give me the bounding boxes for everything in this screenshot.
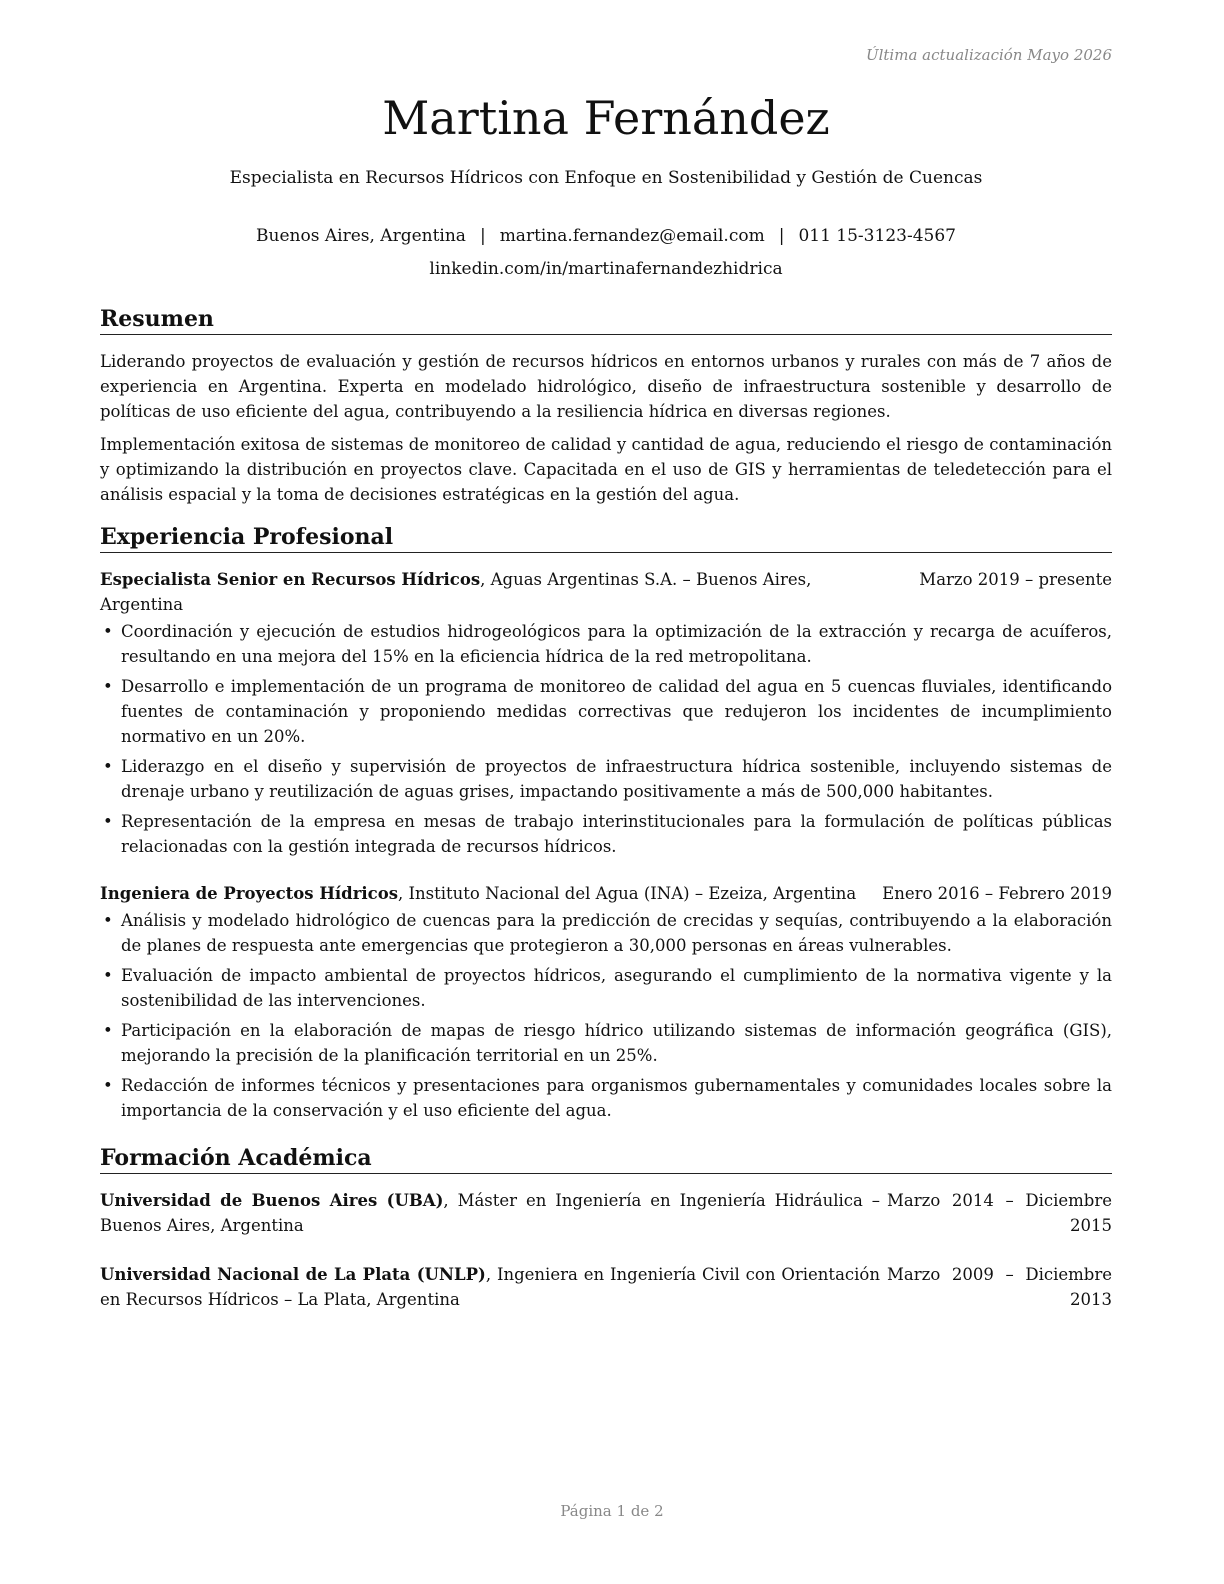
list-item: [100, 908, 1112, 958]
education-detail: [100, 1188, 880, 1238]
bullet-icon: •: [103, 677, 113, 696]
job-bullets: [100, 619, 1112, 859]
list-item: [100, 1073, 1112, 1123]
job-header: [100, 881, 1112, 906]
job-title: [100, 881, 856, 906]
contact-separator: |: [778, 226, 785, 246]
job-dates: Marzo 2019 – presente: [919, 570, 1112, 589]
bullet-icon: •: [103, 622, 113, 641]
email-link[interactable]: martina.fernandez@email.com: [499, 226, 765, 246]
location: Buenos Aires, Argentina: [256, 226, 466, 246]
summary-paragraph: Implementación exitosa de sistemas de monitoreo de calidad y cantidad de agua, reduciendo el riesgo de contaminación y optimizando la distribución en proyectos clave. Capacitada en el uso de GIS y herramientas de teledetección para el análisis espacial y la toma de decisiones estratégicas en la gestión del agua.: [100, 435, 1112, 504]
section-title-experience: Experiencia Profesional: [100, 523, 1112, 553]
list-item: [100, 963, 1112, 1013]
list-item: [100, 1018, 1112, 1068]
page-number: Página 1 de 2: [560, 1502, 664, 1520]
experience-section: [100, 523, 1112, 1128]
candidate-name: Martina Fernández: [382, 91, 830, 145]
section-title-summary: Resumen: [100, 305, 1112, 335]
degree: , Máster en Ingeniería en Ingeniería Hidráulica – Buenos Aires, Argentina: [100, 1191, 880, 1235]
education-entry: [100, 1262, 1112, 1312]
bullet-icon: •: [103, 757, 113, 776]
bullet-text: Evaluación de impacto ambiental de proyectos hídricos, asegurando el cumplimiento de la normativa vigente y la sostenibilidad de las intervenciones.: [121, 966, 1112, 1010]
job-dates: Enero 2016 – Febrero 2019: [882, 884, 1112, 903]
summary-paragraph: Liderando proyectos de evaluación y gestión de recursos hídricos en entornos urbanos y rurales con más de 7 años de experiencia en Argentina. Experta en modelado hidrológico, diseño de infraestructura sostenible y desarrollo de políticas de uso eficiente del agua, contribuyendo a la resiliencia hídrica en diversas regiones.: [100, 352, 1112, 421]
education-dates: Marzo 2014 – Diciembre 2015: [887, 1191, 1112, 1235]
headline: Especialista en Recursos Hídricos con Enfoque en Sostenibilidad y Gestión de Cuencas: [229, 168, 983, 188]
school-name: Universidad de Buenos Aires (UBA): [100, 1191, 444, 1210]
education-section: [100, 1144, 1112, 1312]
last-updated: Última actualización Mayo 2026: [865, 46, 1112, 64]
job-org: , Instituto Nacional del Agua (INA) – Ezeiza, Argentina: [398, 884, 857, 903]
education-detail: [100, 1262, 880, 1312]
bullet-icon: •: [103, 812, 113, 831]
job-bullets: [100, 908, 1112, 1123]
bullet-text: Coordinación y ejecución de estudios hidrogeológicos para la optimización de la extracción y recarga de acuíferos, resultando en una mejora del 15% en la eficiencia hídrica de la red metropolitana.: [121, 622, 1112, 666]
list-item: [100, 754, 1112, 804]
contact-line: [100, 220, 1112, 253]
bullet-text: Participación en la elaboración de mapas de riesgo hídrico utilizando sistemas de información geográfica (GIS), mejorando la precisión de la planificación territorial en un 25%.: [121, 1021, 1112, 1065]
school-name: Universidad Nacional de La Plata (UNLP): [100, 1265, 486, 1284]
job-header: [100, 567, 1112, 617]
bullet-text: Redacción de informes técnicos y presentaciones para organismos gubernamentales y comunidades locales sobre la importancia de la conservación y el uso eficiente del agua.: [121, 1076, 1112, 1120]
bullet-text: Representación de la empresa en mesas de trabajo interinstitucionales para la formulación de políticas públicas relacionadas con la gestión integrada de recursos hídricos.: [121, 812, 1112, 856]
contact-separator: |: [479, 226, 486, 246]
job-role: Ingeniera de Proyectos Hídricos: [100, 884, 399, 903]
education-entry: [100, 1188, 1112, 1238]
bullet-icon: •: [103, 1021, 113, 1040]
job-title: [100, 567, 890, 617]
bullet-icon: •: [103, 911, 113, 930]
bullet-text: Liderazgo en el diseño y supervisión de proyectos de infraestructura hídrica sostenible, incluyendo sistemas de drenaje urbano y reutilización de aguas grises, impactando positivamente a más de 500,000 habitantes.: [121, 757, 1112, 801]
list-item: [100, 809, 1112, 859]
job-role: Especialista Senior en Recursos Hídricos: [100, 570, 481, 589]
job-org: , Aguas Argentinas S.A. – Buenos Aires, Argentina: [100, 570, 812, 614]
bullet-text: Análisis y modelado hidrológico de cuencas para la predicción de crecidas y sequías, contribuyendo a la elaboración de planes de respuesta ante emergencias que protegieron a 30,000 personas en áreas vulnerables.: [121, 911, 1112, 955]
phone: 011 15-3123-4567: [798, 226, 956, 246]
summary-section: [100, 305, 1112, 507]
contact-info: [100, 220, 1112, 286]
linkedin-link[interactable]: linkedin.com/in/martinafernandezhidrica: [429, 259, 783, 279]
bullet-icon: •: [103, 1076, 113, 1095]
degree: , Ingeniera en Ingeniería Civil con Orientación en Recursos Hídricos – La Plata, Argentina: [100, 1265, 880, 1309]
job-entry: [100, 567, 1112, 859]
list-item: [100, 619, 1112, 669]
section-title-education: Formación Académica: [100, 1144, 1112, 1174]
list-item: [100, 674, 1112, 749]
bullet-text: Desarrollo e implementación de un programa de monitoreo de calidad del agua en 5 cuencas fluviales, identificando fuentes de contaminación y proponiendo medidas correctivas que redujeron los incidentes de incumplimiento normativo en un 20%.: [121, 677, 1112, 746]
bullet-icon: •: [103, 966, 113, 985]
education-dates: Marzo 2009 – Diciembre 2013: [887, 1265, 1112, 1309]
job-entry: [100, 881, 1112, 1123]
